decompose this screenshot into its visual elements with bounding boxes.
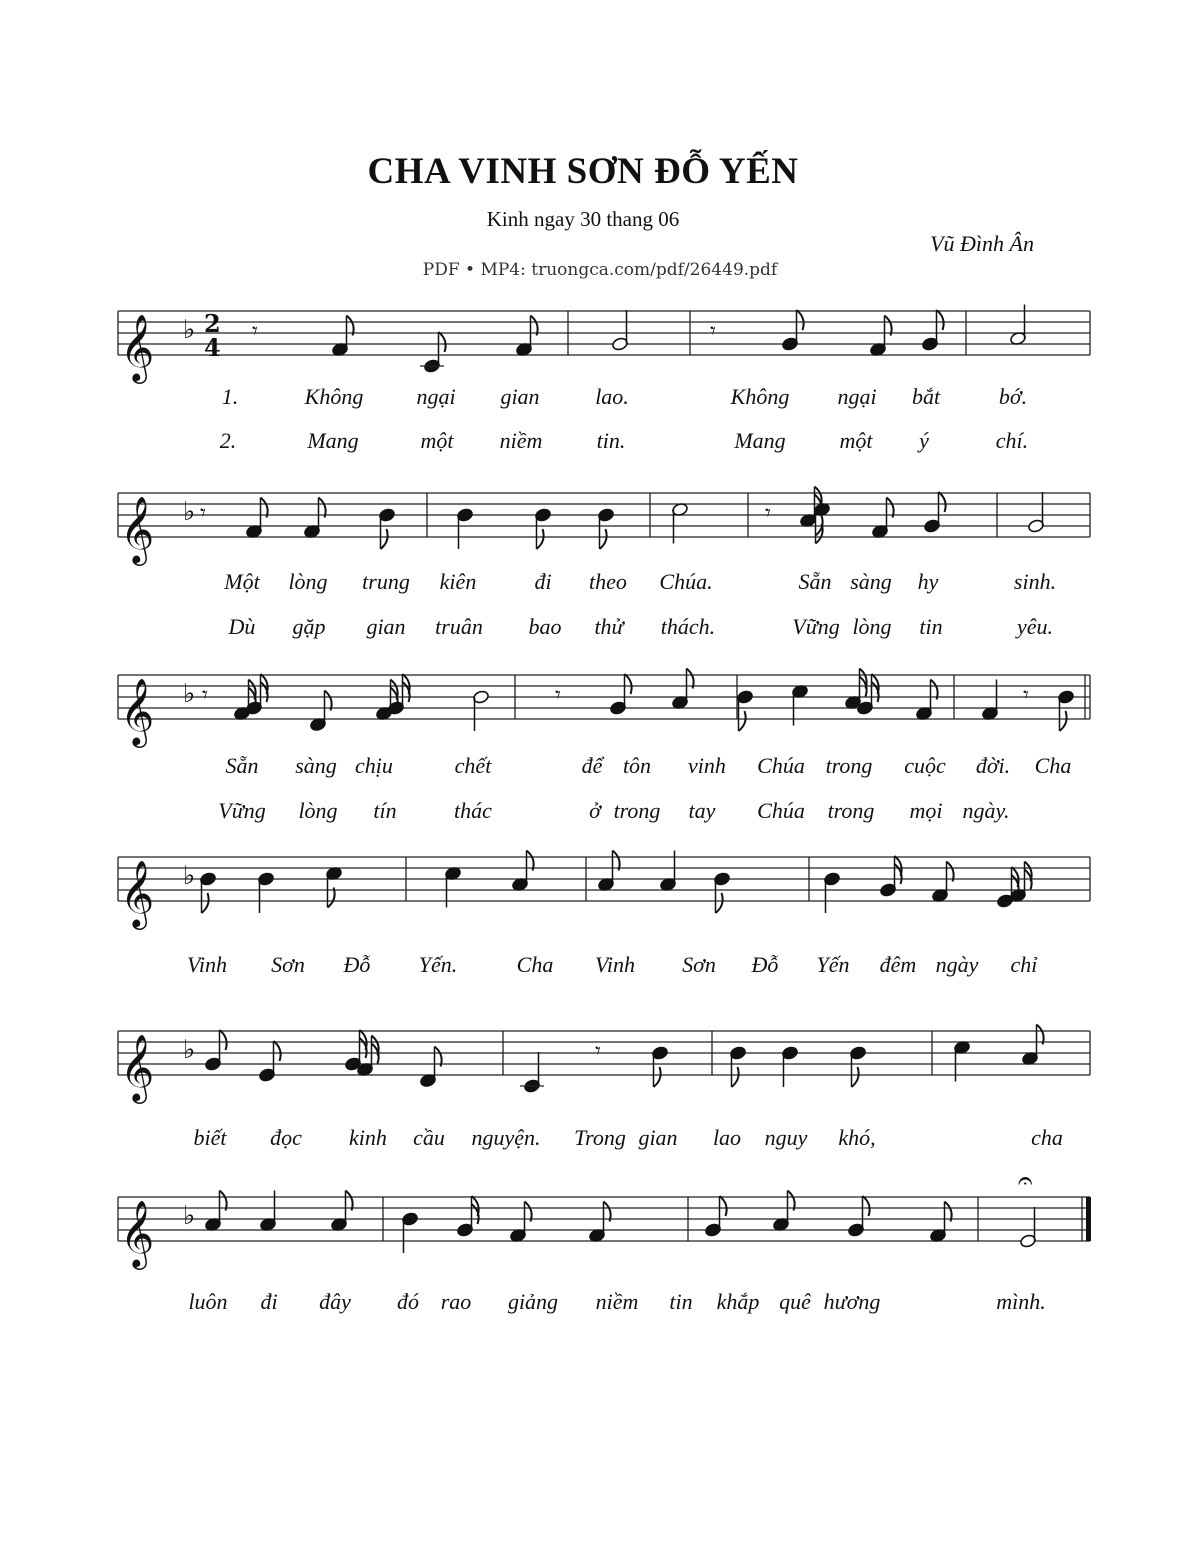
lyric-syllable: sàng	[850, 569, 892, 594]
lyric-syllable: gian	[500, 384, 540, 409]
time-signature-bottom: 4	[204, 333, 221, 362]
treble-clef-icon: 𝄞	[120, 495, 155, 563]
treble-clef-icon: 𝄞	[120, 859, 155, 927]
lyric-syllable: lòng	[852, 614, 892, 639]
lyric-syllable: giảng	[507, 1289, 559, 1314]
lyric-syllable: Sơn	[682, 952, 716, 977]
lyric-syllable: đây	[319, 1289, 351, 1314]
song-subtitle: Kinh ngay 30 thang 06	[486, 207, 680, 231]
lyric-syllable: đêm	[879, 952, 917, 977]
note-flag	[852, 1067, 859, 1087]
lyric-syllable: luôn	[188, 1289, 228, 1314]
lyric-syllable: trong	[613, 798, 661, 823]
lyric-syllable: nguyện.	[471, 1125, 541, 1150]
lyric-syllable: mọi	[909, 798, 943, 823]
lyric-syllable: Vinh	[595, 952, 635, 977]
note-flag	[381, 529, 388, 549]
lyric-syllable: thách.	[660, 614, 716, 639]
flat-icon: ♭	[183, 679, 196, 709]
lyric-syllable: trung	[362, 569, 410, 594]
eighth-rest-icon: 𝄾	[765, 501, 771, 526]
note-flag	[654, 1067, 661, 1087]
lyric-syllable: cầu	[413, 1125, 445, 1150]
lyric-syllable: chí.	[995, 428, 1029, 453]
lyric-syllable: Yến	[816, 952, 850, 977]
lyric-syllable: Vững	[218, 798, 266, 823]
lyric-syllable: ngại	[837, 384, 877, 409]
note-flag	[739, 711, 746, 731]
lyric-syllable: lao	[712, 1125, 742, 1150]
eighth-rest-icon: 𝄾	[710, 319, 716, 344]
eighth-rest-icon: 𝄾	[202, 683, 208, 708]
note-flag	[716, 893, 723, 913]
lyric-syllable: Chúa	[757, 798, 805, 823]
lyric-syllable: thác	[454, 798, 492, 823]
flat-icon: ♭	[183, 861, 196, 891]
lyric-syllable: quê	[779, 1289, 811, 1314]
lyric-syllable: tin	[669, 1289, 693, 1314]
treble-clef-icon: 𝄞	[120, 1033, 155, 1101]
note-flag	[600, 529, 607, 549]
lyric-syllable: Cha	[1034, 753, 1072, 778]
lyric-syllable: ý	[919, 428, 929, 453]
lyric-syllable: Sẵn	[225, 753, 259, 778]
treble-clef-icon: 𝄞	[120, 313, 155, 381]
note-flag	[537, 529, 544, 549]
composer-name: Vũ Đình Ân	[930, 231, 1034, 256]
flat-icon: ♭	[183, 497, 196, 527]
lyric-syllable: biết	[193, 1125, 227, 1150]
eighth-rest-icon: 𝄾	[595, 1039, 601, 1064]
final-barline-thick	[1086, 1197, 1091, 1241]
lyric-syllable: đọc	[270, 1125, 302, 1150]
note-flag	[863, 1196, 870, 1216]
lyric-syllable: ở	[589, 798, 601, 823]
lyric-syllable: Yến.	[418, 952, 458, 977]
lyric-syllable: truân	[435, 614, 483, 639]
lyric-syllable: Sơn	[271, 952, 305, 977]
lyric-syllable: rao	[440, 1289, 472, 1314]
note-flag	[732, 1067, 739, 1087]
lyric-syllable: Chúa	[757, 753, 805, 778]
lyric-syllable: Dù	[228, 614, 256, 639]
lyric-syllable: trong	[825, 753, 873, 778]
lyric-syllable: bớ.	[998, 384, 1028, 409]
lyric-syllable: yêu.	[1016, 614, 1054, 639]
lyric-syllable: Cha	[516, 952, 554, 977]
lyric-syllable: hương	[823, 1289, 881, 1314]
lyric-syllable: ngày	[935, 952, 979, 977]
lyric-syllable: tay	[688, 798, 716, 823]
lyric-syllable: ngày.	[962, 798, 1010, 823]
lyric-syllable: khó,	[838, 1125, 876, 1150]
flat-icon: ♭	[183, 1035, 196, 1065]
lyric-syllable: kiên	[439, 569, 477, 594]
lyric-syllable: bắt	[911, 384, 941, 409]
lyric-syllable: Vững	[792, 614, 840, 639]
lyric-syllable: tín	[373, 798, 397, 823]
lyric-syllable: cha	[1031, 1125, 1063, 1150]
lyric-syllable: kinh	[349, 1125, 387, 1150]
lyric-syllable: vinh	[688, 753, 726, 778]
lyric-syllable: đó	[397, 1289, 419, 1314]
eighth-rest-icon: 𝄾	[555, 683, 561, 708]
lyric-syllable: 1.	[221, 384, 239, 409]
lyric-syllable: một	[420, 428, 454, 453]
lyric-syllable: gian	[366, 614, 406, 639]
lyric-syllable: chịu	[355, 753, 393, 778]
treble-clef-icon: 𝄞	[120, 1199, 155, 1267]
lyric-syllable: lòng	[288, 569, 328, 594]
note-flag	[939, 492, 946, 512]
lyric-syllable: Đỗ	[751, 952, 779, 977]
lyric-syllable: khắp	[716, 1289, 760, 1314]
lyric-syllable: đi	[534, 569, 552, 594]
lyric-syllable: sinh.	[1013, 569, 1057, 594]
eighth-rest-icon: 𝄾	[200, 501, 206, 526]
fermata-icon: 𝄐	[1018, 1166, 1033, 1196]
note-flag	[220, 1030, 227, 1050]
lyric-syllable: mình.	[996, 1289, 1046, 1314]
lyric-syllable: gian	[638, 1125, 678, 1150]
lyric-syllable: ngại	[416, 384, 456, 409]
lyric-syllable: Một	[224, 569, 260, 594]
lyric-syllable: gặp	[292, 614, 326, 639]
lyric-syllable: tôn	[622, 753, 652, 778]
lyric-syllable: Đỗ	[343, 952, 371, 977]
lyric-syllable: niềm	[499, 428, 543, 453]
lyric-syllable: 2.	[219, 428, 237, 453]
lyric-syllable: Không	[730, 384, 790, 409]
treble-clef-icon: 𝄞	[120, 677, 155, 745]
eighth-rest-icon: 𝄾	[252, 319, 258, 344]
lyric-syllable: Trong	[574, 1125, 626, 1150]
lyric-syllable: Sẵn	[798, 569, 832, 594]
note-flag	[202, 893, 209, 913]
lyric-syllable: cuộc	[904, 753, 946, 778]
staff-system-5	[118, 1031, 1090, 1104]
lyric-syllable: trong	[827, 798, 875, 823]
flat-icon: ♭	[183, 315, 196, 345]
lyric-syllable: để	[581, 753, 603, 778]
note-flag	[1060, 711, 1067, 731]
lyric-syllable: thử	[594, 614, 624, 639]
lyric-syllable: lao.	[595, 384, 629, 409]
lyric-syllable: niềm	[595, 1289, 639, 1314]
lyric-syllable: Mang	[734, 428, 786, 453]
lyric-syllable: nguy	[764, 1125, 808, 1150]
lyric-syllable: Không	[304, 384, 364, 409]
flat-icon: ♭	[183, 1201, 196, 1231]
note-flag	[937, 310, 944, 330]
lyric-syllable: Vinh	[187, 952, 227, 977]
lyric-syllable: tin	[919, 614, 943, 639]
note-flag	[439, 332, 446, 352]
lyric-syllable: Mang	[307, 428, 359, 453]
lyric-syllable: đi	[260, 1289, 278, 1314]
lyric-syllable: hy	[917, 569, 939, 594]
lyric-syllable: một	[839, 428, 873, 453]
lyric-syllable: Chúa.	[659, 569, 713, 594]
source-link: PDF • MP4: truongca.com/pdf/26449.pdf	[422, 260, 778, 280]
note-flag	[797, 310, 804, 330]
lyric-syllable: đời.	[975, 753, 1011, 778]
lyric-syllable: lòng	[298, 798, 338, 823]
song-title: CHA VINH SƠN ĐỖ YẾN	[367, 151, 799, 192]
note-flag	[625, 674, 632, 694]
note-flag	[720, 1196, 727, 1216]
lyric-syllable: sàng	[295, 753, 337, 778]
time-signature-top: 2	[204, 309, 221, 338]
lyric-syllable: tin.	[596, 428, 626, 453]
lyric-syllable: bao	[528, 614, 562, 639]
eighth-rest-icon: 𝄾	[1023, 683, 1029, 708]
lyric-syllable: chết	[454, 753, 492, 778]
staff-system-2	[118, 493, 1090, 566]
lyric-syllable: chỉ	[1010, 952, 1038, 977]
note-flag	[274, 1041, 281, 1061]
lyric-syllable: theo	[589, 569, 627, 594]
